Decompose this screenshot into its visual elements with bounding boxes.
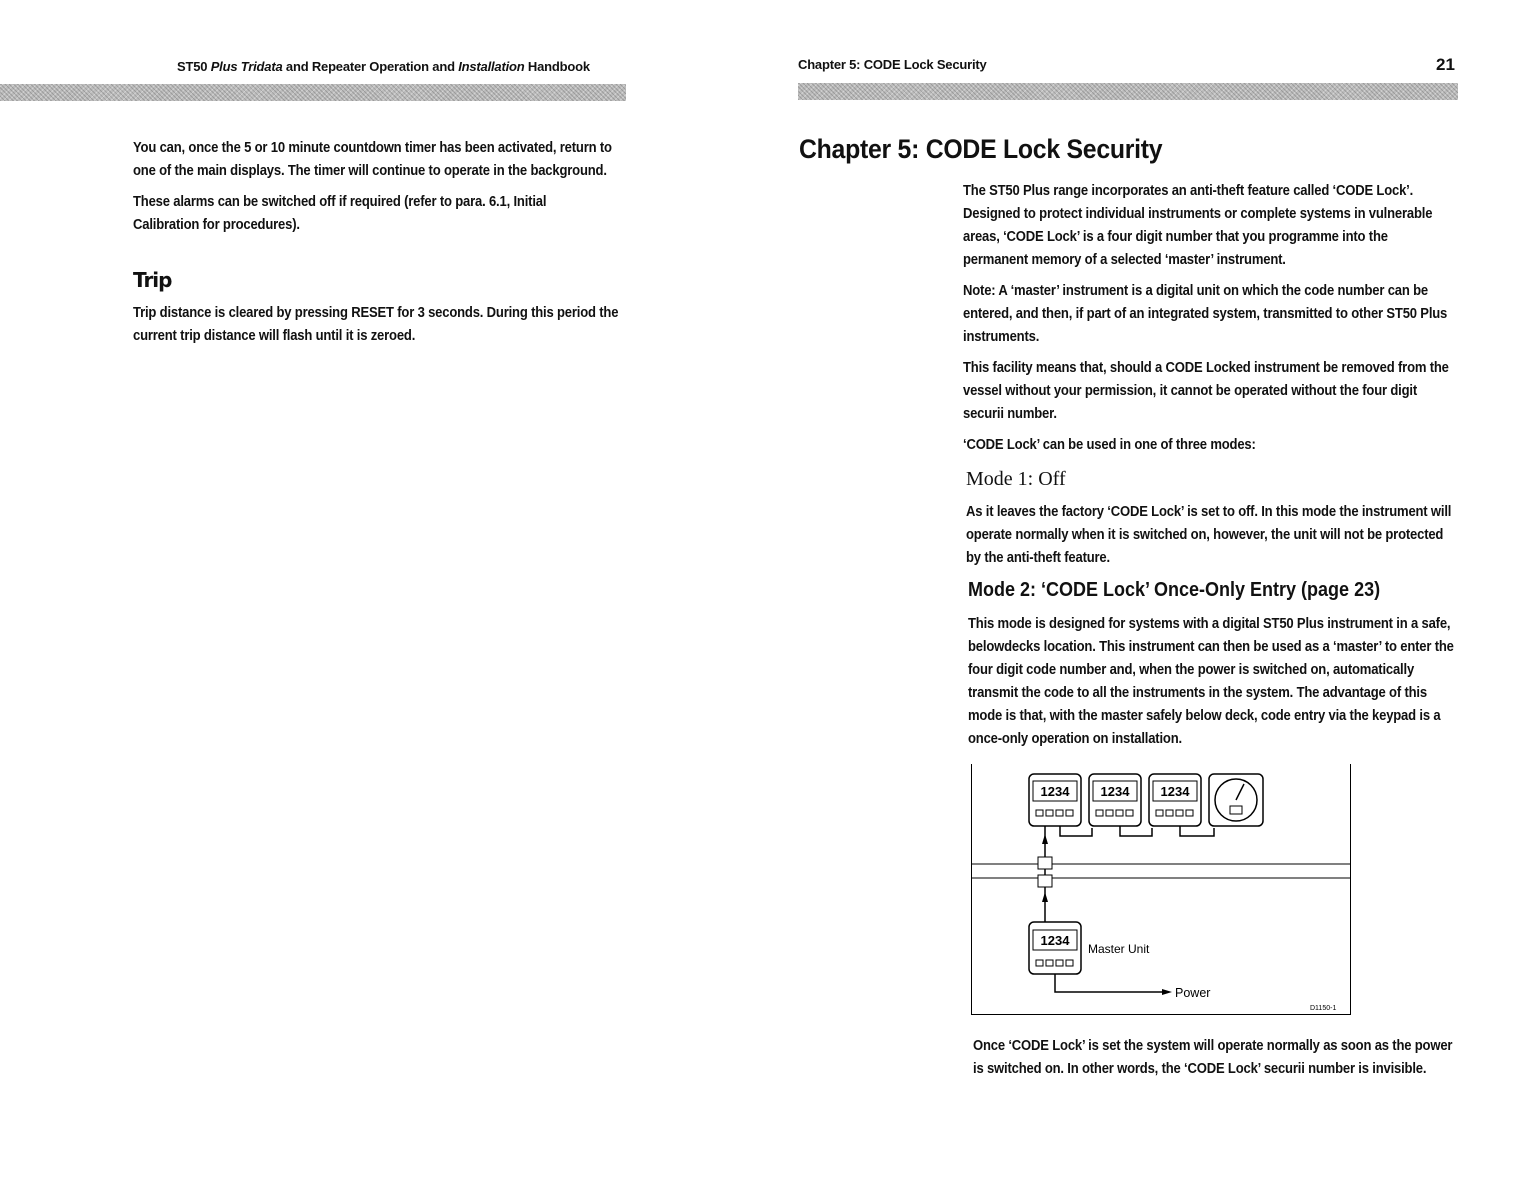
paragraph: The ST50 Plus range incorporates an anti-theft feature called ‘CODE Lock’. Designed to protect individual instruments or complete systems in vulnerable areas, ‘CODE Lock’ is a four digit number that you programme into the permanent memory of a selected ‘master’ instrument.	[963, 183, 1433, 268]
mode2-heading: Mode 2: ‘CODE Lock’ Once-Only Entry (page 23)	[968, 579, 1381, 601]
figure-id: D1150-1	[1310, 1005, 1337, 1012]
power-label: Power	[1175, 986, 1211, 1000]
paragraph: You can, once the 5 or 10 minute countdown timer has been activated, return to one of the main displays. The timer will continue to operate in the background.	[133, 140, 612, 179]
instrument-2	[1089, 774, 1141, 826]
mode1-section	[966, 501, 1514, 578]
svg-text:1234: 1234	[1100, 784, 1130, 799]
chapter-title: Chapter 5: CODE Lock Security	[799, 134, 1163, 164]
trip-heading: Trip	[133, 268, 172, 292]
junction-box-top	[1038, 857, 1052, 869]
page-number: 21	[1436, 55, 1455, 74]
left-running-header: ST50 Plus Tridata and Repeater Operation and Installation Handbook	[177, 59, 590, 74]
paragraph: Note: A ‘master’ instrument is a digital unit on which the code number can be entered, and then, if part of an integrated system, transmitted to other ST50 Plus instruments.	[963, 283, 1448, 345]
left-header-bar	[0, 84, 626, 101]
svg-text:1234: 1234	[1160, 784, 1190, 799]
paragraph: This facility means that, should a CODE Locked instrument be removed from the vessel without your permission, it cannot be operated without the four digit securii number.	[963, 360, 1449, 422]
paragraph: ‘CODE Lock’ can be used in one of three modes:	[963, 437, 1256, 453]
arrowhead	[1162, 989, 1172, 995]
reset-key-label: RESET	[351, 305, 394, 321]
power-cable	[1055, 974, 1164, 992]
instrument-1	[1029, 774, 1081, 826]
arrowhead	[1042, 834, 1048, 844]
svg-text:1234: 1234	[1040, 933, 1070, 948]
paragraph: This mode is designed for systems with a digital ST50 Plus instrument in a safe, belowdecks location. This instrument can then be used as a ‘master’ to enter the four digit code number and, when the power is switched on, automatically transmit the code to all the instruments in the system. The advantage of this mode is that, with the master safely below deck, code entry via the keypad is a once-only operation on installation.	[968, 616, 1454, 747]
left-body	[133, 137, 678, 245]
closing-section	[973, 1035, 1514, 1089]
intro-section	[963, 180, 1508, 465]
svg-text:1234: 1234	[1040, 784, 1070, 799]
trip-paragraph: Trip distance is cleared by pressing RESET for 3 seconds. During this period the current trip distance will flash until it is zeroed.	[133, 305, 619, 344]
analog-dial-instrument	[1209, 774, 1263, 826]
mode2-section	[968, 613, 1514, 759]
code-lock-diagram	[971, 764, 1351, 1015]
arrowhead	[1042, 892, 1048, 902]
right-running-header: Chapter 5: CODE Lock Security	[798, 57, 987, 72]
paragraph: Once ‘CODE Lock’ is set the system will operate normally as soon as the power is switched on. In other words, the ‘CODE Lock’ securii number is invisible.	[973, 1038, 1453, 1077]
master-unit	[1029, 922, 1081, 974]
diagram-svg	[972, 764, 1350, 1014]
mode1-heading: Mode 1: Off	[966, 468, 1066, 490]
master-unit-label: Master Unit	[1088, 942, 1150, 956]
junction-box-bottom	[1038, 875, 1052, 887]
paragraph: As it leaves the factory ‘CODE Lock’ is set to off. In this mode the instrument will operate normally when it is switched on, however, the unit will not be protected by the anti-theft feature.	[966, 504, 1452, 566]
paragraph: These alarms can be switched off if required (refer to para. 6.1, Initial Calibration for procedures).	[133, 194, 547, 233]
right-header-bar	[798, 83, 1458, 100]
instrument-3	[1149, 774, 1201, 826]
